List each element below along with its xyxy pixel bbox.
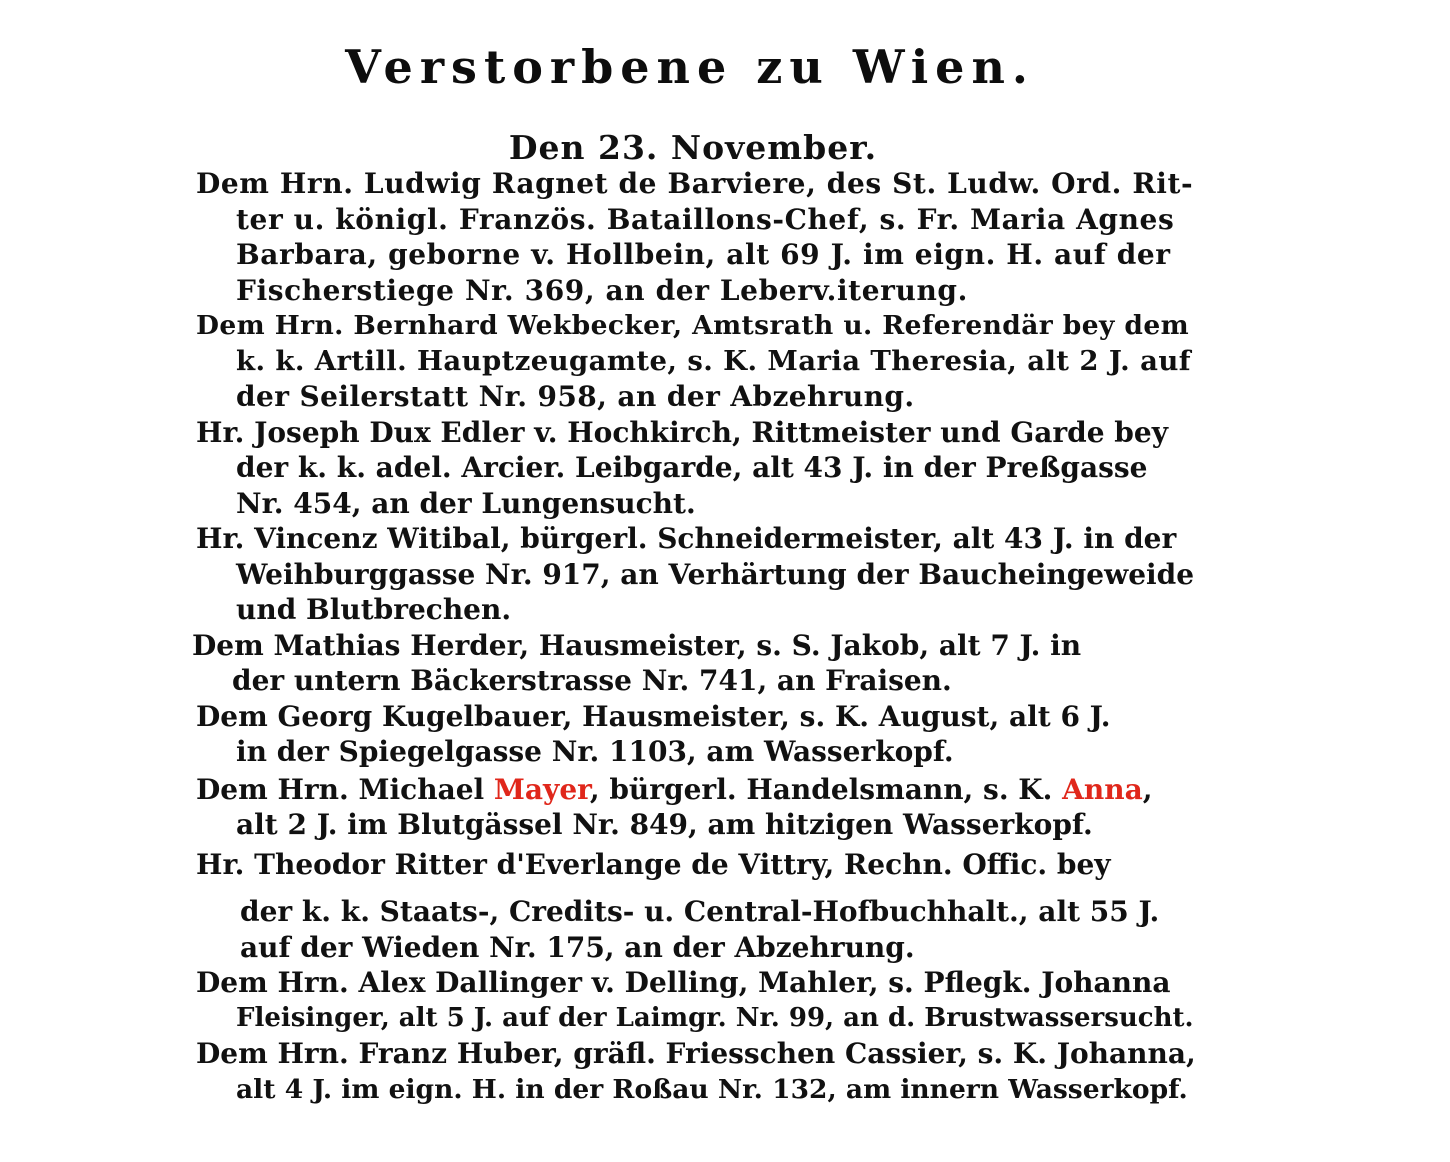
entry-line: der k. k. Staats-, Credits- u. Central-Hofbuchhalt., alt 55 J. <box>240 895 1160 928</box>
death-notice-entry <box>196 1036 1196 1107</box>
entry-line: Fischerstiege Nr. 369, an der Leberv.iterung. <box>236 273 968 307</box>
death-notice-entry <box>196 847 1196 966</box>
entry-line: Dem Hrn. Bernhard Wekbecker, Amtsrath u. Referendär bey dem <box>196 310 1190 341</box>
entry-line: Dem Hrn. Franz Huber, gräfl. Friesschen Cassier, s. K. Johanna, <box>196 1037 1196 1070</box>
entry-line: Dem Georg Kugelbauer, Hausmeister, s. K. August, alt 6 J. <box>196 699 1111 733</box>
entry-line: der untern Bäckerstrasse Nr. 741, an Fraisen. <box>232 664 952 697</box>
entry-line: alt 2 J. im Blutgässel Nr. 849, am hitzigen Wasserkopf. <box>236 808 1093 841</box>
entry-line: Nr. 454, an der Lungensucht. <box>236 486 696 520</box>
column-gap <box>236 882 1196 894</box>
death-notice-entry <box>196 699 1196 770</box>
highlighted-child-name: Anna <box>1062 772 1143 806</box>
entry-line: Hr. Theodor Ritter d'Everlange de Vittry, Rechn. Offic. bey <box>196 847 1111 881</box>
death-notice-entry <box>196 415 1196 522</box>
death-notice-entry <box>196 166 1196 308</box>
entry-line: Hr. Vincenz Witibal, bürgerl. Schneidermeister, alt 43 J. in der <box>196 522 1177 555</box>
entry-line: Dem Mathias Herder, Hausmeister, s. S. Jakob, alt 7 J. in <box>192 628 1082 662</box>
death-notice-entry <box>196 308 1196 415</box>
section-title: Verstorbene zu Wien. <box>345 40 1035 94</box>
entry-line: Dem Hrn. Alex Dallinger v. Delling, Mahler, s. Pflegk. Johanna <box>196 966 1171 999</box>
death-notice-entry <box>196 521 1196 628</box>
entry-text: Dem Hrn. Michael <box>196 772 494 806</box>
entry-line: der k. k. adel. Arcier. Leibgarde, alt 43 J. in der Preßgasse <box>236 451 1148 484</box>
entry-line: und Blutbrechen. <box>236 593 512 626</box>
entry-line <box>196 772 1196 808</box>
entry-line: alt 4 J. im eign. H. in der Roßau Nr. 132, am innern Wasserkopf. <box>236 1073 1188 1105</box>
death-notice-entry <box>196 965 1196 1036</box>
death-notice-list <box>192 166 1196 1107</box>
date-heading: Den 23. November. <box>508 128 878 167</box>
entry-line: der Seilerstatt Nr. 958, an der Abzehrung. <box>236 380 915 413</box>
entry-text: , bürgerl. Handelsmann, s. K. <box>589 772 1063 806</box>
entry-line: in der Spiegelgasse Nr. 1103, am Wasserkopf. <box>236 735 954 768</box>
entry-text: , <box>1142 772 1153 806</box>
death-notice-entry <box>192 628 1196 699</box>
entry-line: Fleisinger, alt 5 J. auf der Laimgr. Nr. 99, an d. Brustwassersucht. <box>236 1002 1194 1033</box>
entry-line: ter u. königl. Französ. Bataillons-Chef, s. Fr. Maria Agnes <box>236 202 1175 236</box>
entry-line: Hr. Joseph Dux Edler v. Hochkirch, Rittmeister und Garde bey <box>196 415 1168 449</box>
entry-line: Barbara, geborne v. Hollbein, alt 69 J. im eign. H. auf der <box>236 238 1171 271</box>
death-notice-entry-highlighted <box>196 772 1196 843</box>
entry-line: auf der Wieden Nr. 175, an der Abzehrung. <box>240 930 915 964</box>
entry-line: Dem Hrn. Ludwig Ragnet de Barviere, des St. Ludw. Ord. Rit- <box>196 167 1194 200</box>
entry-line: k. k. Artill. Hauptzeugamte, s. K. Maria Theresia, alt 2 J. auf <box>236 344 1191 377</box>
highlighted-surname: Mayer <box>493 772 590 806</box>
entry-line: Weihburggasse Nr. 917, an Verhärtung der Baucheingeweide <box>236 557 1195 591</box>
